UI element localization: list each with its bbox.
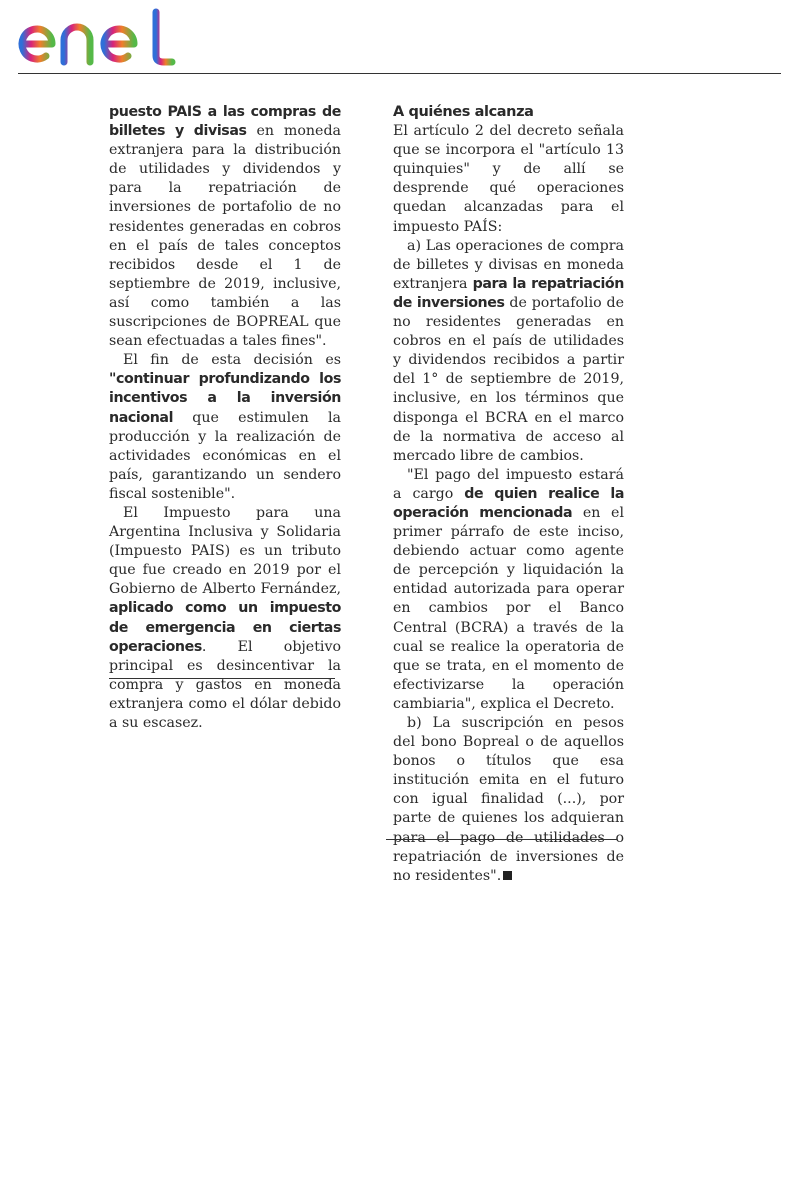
end-of-article-mark: [503, 871, 512, 880]
body-text: que estimulen la producción y la realización de actividades económicas en el país, garantizando un sendero fiscal sostenible".: [109, 409, 341, 502]
body-text: "El pago del impuesto estará a cargo: [393, 466, 624, 502]
article-column-left: [109, 103, 341, 733]
body-text: en el primer párrafo de este inciso, debiendo actuar como agente de percepción y liquidación la entidad autorizada para operar en cambios por el Banco Central (BCRA) a través de la cual se realice la operatoria de que se trata, en el momento de efectivizarse la operación cambiaria", explica el Decreto.: [393, 504, 624, 712]
column-end-rule-left: [109, 678, 335, 679]
enel-logo: [14, 6, 184, 72]
highlighted-text: "continuar profundizando los incentivos a la inversión nacional: [109, 371, 341, 426]
header: [0, 0, 800, 80]
header-divider: [18, 73, 781, 74]
body-text: en moneda extranjera para la distribución de utilidades y dividendos y para la repatriación de inversiones de portafolio de no residentes generadas en cobros en el país de tales conceptos recibidos desde el 1 de septiembre de 2019, inclusive, así como también a las suscripciones de BOPREAL que sean efectuadas a tales fines".: [109, 123, 341, 350]
body-text: El fin de esta decisión es: [123, 352, 341, 369]
paragraph-right-4-text: [393, 715, 624, 884]
body-text: a) Las operaciones de compra de billetes y divisas en moneda extranjera: [393, 237, 624, 292]
body-text: . El objetivo principal es desincentivar la compra y gastos en moneda extranjera como el dólar debido a su escasez.: [109, 638, 341, 731]
highlighted-text: puesto PAIS a las compras de billetes y divisas: [109, 104, 341, 140]
highlighted-text: de quien realice la operación mencionada: [393, 485, 624, 521]
paragraph-left-3: [109, 504, 341, 733]
paragraph-right-4: [393, 714, 624, 886]
body-text: de portafolio de no residentes generadas en cobros en el país de utilidades y dividendos recibidos a partir del 1° de septiembre de 2019, inclusive, en los términos que disponga el BCRA en el marco de la normativa de acceso al mercado libre de cambios.: [393, 294, 624, 464]
column-end-rule-right: [386, 839, 617, 840]
paragraph-left-1: [109, 103, 341, 351]
highlighted-text: aplicado como un impuesto de emergencia en ciertas operaciones: [109, 600, 341, 655]
body-text: El artículo 2 del decreto señala que se incorpora el "artículo 13 quinquies" y de allí se desprende qué operaciones quedan alcanzadas para el impuesto PAÍS:: [393, 123, 624, 235]
paragraph-right-2: [393, 237, 624, 466]
paragraph-left-2: [109, 351, 341, 504]
article-column-right: [393, 103, 624, 886]
body-text: El Impuesto para una Argentina Inclusiva y Solidaria (Impuesto PAIS) es un tributo que fue creado en 2019 por el Gobierno de Alberto Fernández,: [109, 504, 341, 598]
section-subheading: A quiénes alcanza: [393, 104, 534, 120]
highlighted-text: para la repatriación de inversiones: [393, 275, 624, 311]
enel-logo-icon: [14, 6, 184, 68]
paragraph-right-3: [393, 466, 624, 714]
body-text: b) La suscripción en pesos del bono Bopreal o de aquellos bonos o títulos que esa institución emita en el futuro con igual finalidad (...), por parte de quienes los adquieran para el pago de utilidades o repatriación de inversiones de no residentes".: [393, 715, 624, 884]
paragraph-right-1: [393, 122, 624, 237]
